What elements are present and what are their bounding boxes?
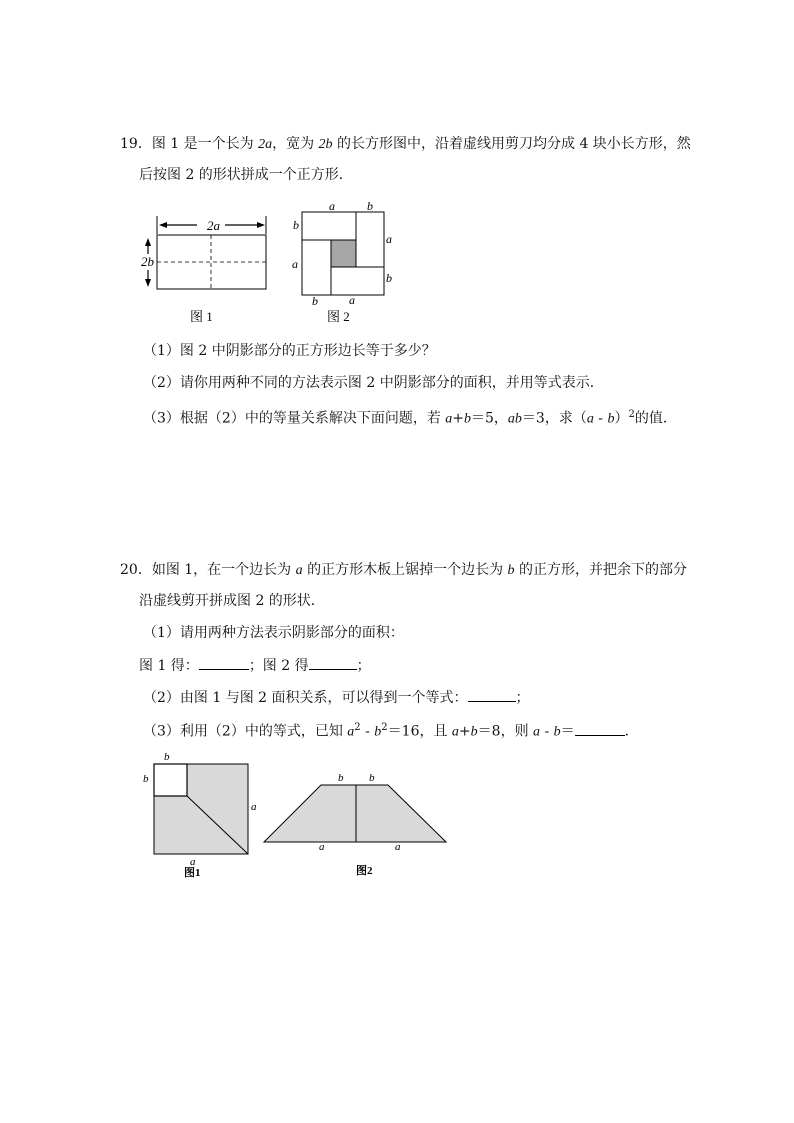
- q20-fig1-label-b-top: b: [164, 751, 170, 763]
- q19-shaded-square: [331, 240, 356, 267]
- q20-sub2: （2）由图 1 与图 2 面积关系，可以得到一个等式： ；: [143, 687, 530, 707]
- q19-fig2-label-a-bottom: a: [349, 293, 355, 307]
- q20-number: 20．: [120, 562, 152, 578]
- q20-fig2-label-b-left: b: [338, 772, 344, 784]
- q19-fig2-caption: 图 2: [327, 309, 350, 324]
- q20-blank-2[interactable]: [309, 655, 357, 670]
- q19-line2: 后按图 2 的形状拼成一个正方形．: [139, 167, 353, 183]
- q20-fig2-caption: 图2: [356, 865, 373, 877]
- q20-fig1-label-a-bottom: a: [190, 856, 196, 868]
- q19-fig2-label-b-top: b: [367, 199, 373, 213]
- q19-fig2-label-a-left: a: [292, 257, 298, 271]
- q19-fig2-label-b-bottom: b: [312, 294, 318, 308]
- q20-line1: 20．如图 1，在一个边长为 a 的正方形木板上锯掉一个边长为 b 的正方形，并把余下的部分: [120, 562, 687, 578]
- q20-sub3: （3）利用（2）中的等式，已知 $a^2 - b^2=16$，且 a+b＝8，则 a - b＝ ．: [143, 722, 639, 740]
- q20-blank-1[interactable]: [199, 655, 249, 670]
- q19-sub2: （2）请你用两种不同的方法表示图 2 中阴影部分的面积，并用等式表示．: [143, 375, 604, 391]
- q20-blank-3[interactable]: [468, 687, 516, 702]
- q19-number: 19．: [120, 136, 152, 152]
- q20-fig2-label-a-right: a: [395, 841, 401, 853]
- q19-line1: 19．图 1 是一个长为 2a，宽为 2b 的长方形图中，沿着虚线用剪刀均分成 4 块小长方形，然: [120, 136, 691, 152]
- q19-figure-2: [285, 198, 405, 326]
- q20-fig2-label-b-right: b: [369, 772, 375, 784]
- q19-sub1: （1）图 2 中阴影部分的正方形边长等于多少？: [143, 343, 436, 359]
- q19-fig1-side-label: 2b: [141, 254, 154, 269]
- q19-fig2-label-b-left: b: [293, 218, 299, 232]
- q19-fig2-label-a-right: a: [386, 232, 392, 246]
- q20-fig2-trapezoid: [264, 785, 446, 842]
- q19-fig1-caption: 图 1: [190, 309, 213, 324]
- q19-fig2-label-b-right: b: [386, 271, 392, 285]
- q20-fig2-label-a-left: a: [319, 841, 325, 853]
- q20-fill-line: 图 1 得： ；图 2 得 ；: [139, 655, 371, 675]
- q19-figure-1: [135, 210, 275, 330]
- q20-fig1-label-a-right: a: [251, 801, 257, 813]
- q20-figure-2: [258, 768, 453, 880]
- q19-fig1-top-label: 2a: [207, 218, 220, 233]
- q20-figure-1: [135, 748, 265, 880]
- q20-sub1: （1）请用两种方法表示阴影部分的面积：: [143, 625, 404, 641]
- q19-sub3: （3）根据（2）中的等量关系解决下面问题，若 a+b＝5，ab＝3，求（a - b）$^2$的值．: [143, 409, 677, 427]
- q20-fig1-caption: 图1: [184, 867, 201, 879]
- q20-blank-4[interactable]: [575, 721, 625, 736]
- q19-fig2-label-a-top: a: [329, 199, 335, 213]
- q20-line2: 沿虚线剪开拼成图 2 的形状．: [139, 593, 325, 609]
- q20-fig1-label-b-left: b: [143, 773, 149, 785]
